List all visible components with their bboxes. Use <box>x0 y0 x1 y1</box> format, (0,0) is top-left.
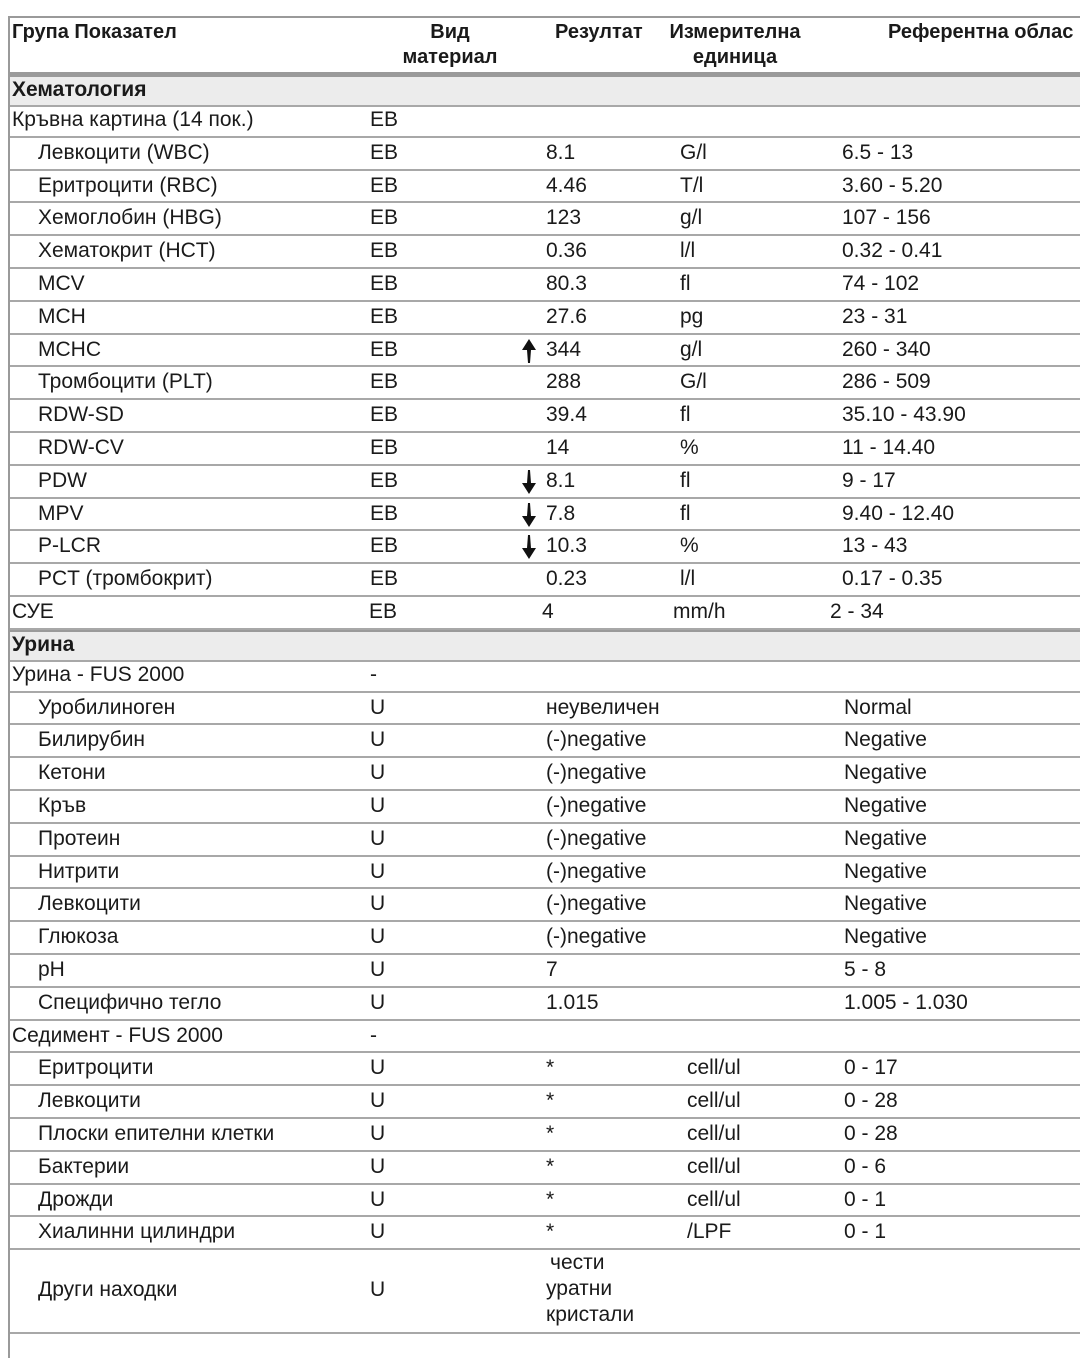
test-name: Нитрити <box>38 859 120 883</box>
reference-range: 260 - 340 <box>842 337 931 361</box>
result-line: уратни <box>546 1277 613 1301</box>
reference-range: 0 - 1 <box>844 1220 887 1244</box>
reference-range: 13 - 43 <box>842 534 908 558</box>
reference-range: 107 - 156 <box>842 206 931 230</box>
material-type: U <box>370 859 386 883</box>
reference-range: 0 - 28 <box>844 1122 898 1145</box>
unit-value: l/l <box>680 567 696 591</box>
reference-range: 74 - 102 <box>842 272 920 295</box>
result-value: (-)negative <box>546 761 647 785</box>
reference-range: 35.10 - 43.90 <box>842 403 966 427</box>
table-row <box>10 236 1080 269</box>
arrow-down-icon <box>521 535 541 559</box>
reference-range: 11 - 14.40 <box>842 436 936 459</box>
test-name: Левкоцити (WBC) <box>38 140 210 164</box>
unit-value: fl <box>680 403 691 427</box>
reference-range: 5 - 8 <box>844 958 887 981</box>
reference-range: Negative <box>844 728 927 752</box>
material-type: - <box>370 662 377 686</box>
result-value: (-)negative <box>546 925 647 949</box>
table-row <box>10 138 1080 171</box>
test-name: Други находки <box>38 1278 178 1302</box>
test-name: Плоски епителни клетки <box>38 1122 275 1145</box>
test-name: Кръвна картина (14 пок.) <box>12 108 254 131</box>
material-type: U <box>370 695 386 719</box>
material-type: U <box>370 958 386 981</box>
result-value: * <box>546 1154 555 1178</box>
material-type: ЕВ <box>370 140 399 164</box>
test-name: Кръв <box>38 794 87 817</box>
section-title: Урина <box>12 632 75 656</box>
result-value: * <box>546 1056 555 1080</box>
reference-range: Negative <box>844 859 927 883</box>
table-row <box>10 433 1080 466</box>
results-table <box>8 16 1080 1358</box>
test-name: Урина - FUS 2000 <box>12 662 185 686</box>
material-type: U <box>370 1089 386 1113</box>
material-type: ЕВ <box>370 436 399 459</box>
table-row <box>10 499 1080 532</box>
reference-range: 1.005 - 1.030 <box>844 990 968 1014</box>
unit-value: fl <box>680 501 691 525</box>
test-name: RDW-CV <box>38 436 124 459</box>
section-header <box>10 630 1080 662</box>
table-row <box>10 203 1080 236</box>
unit-value: fl <box>680 468 691 492</box>
reference-range: 9.40 - 12.40 <box>842 501 955 525</box>
unit-value: mm/h <box>673 600 726 623</box>
reference-range: Negative <box>844 761 927 785</box>
test-name: MCH <box>38 304 86 328</box>
test-name: Тромбоцити (PLT) <box>38 370 213 394</box>
test-name: Левкоцити <box>38 892 141 916</box>
material-type: U <box>370 1154 386 1178</box>
group-row <box>10 1021 1080 1054</box>
test-name: Специфично тегло <box>38 990 222 1014</box>
result-value: * <box>546 1122 555 1145</box>
result-value: 10.3 <box>546 534 587 558</box>
test-name: СУЕ <box>12 600 54 623</box>
test-name: Хемоглобин (HBG) <box>38 206 222 230</box>
reference-range: 6.5 - 13 <box>842 140 914 164</box>
reference-range: 3.60 - 5.20 <box>842 173 943 197</box>
result-value: 1.015 <box>546 990 599 1014</box>
test-name: Седимент - FUS 2000 <box>12 1023 223 1047</box>
table-row <box>10 302 1080 335</box>
group-row <box>10 105 1080 138</box>
table-row <box>10 466 1080 499</box>
table-row <box>10 1152 1080 1185</box>
result-value: 14 <box>546 436 570 459</box>
unit-value: g/l <box>680 337 703 361</box>
unit-value: cell/ul <box>687 1154 741 1178</box>
result-value: 123 <box>546 206 582 230</box>
material-type: U <box>370 794 386 817</box>
header-reference: Референтна облас <box>888 21 1074 43</box>
material-type: ЕВ <box>370 534 399 558</box>
reference-range: Negative <box>844 892 927 916</box>
group-row <box>10 597 1080 630</box>
arrow-down-icon <box>521 470 541 494</box>
material-type: ЕВ <box>370 239 399 263</box>
test-name: RDW-SD <box>38 403 124 427</box>
test-name: PCT (тромбокрит) <box>38 567 213 591</box>
table-row <box>10 1086 1080 1119</box>
group-row <box>10 660 1080 693</box>
header-result: Резултат <box>555 21 643 43</box>
table-row <box>10 857 1080 890</box>
test-name: Левкоцити <box>38 1089 141 1113</box>
unit-value: g/l <box>680 206 703 230</box>
test-name: Билирубин <box>38 728 146 752</box>
result-value: (-)negative <box>546 794 647 817</box>
reference-range: Normal <box>844 695 912 719</box>
reference-range: 2 - 34 <box>830 600 884 623</box>
reference-range: Negative <box>844 794 927 817</box>
material-type: ЕВ <box>370 272 399 295</box>
unit-value: fl <box>680 272 691 295</box>
reference-range: 23 - 31 <box>842 304 908 328</box>
table-row <box>10 725 1080 758</box>
result-value: 4.46 <box>546 173 587 197</box>
test-name: Хиалинни цилиндри <box>38 1220 236 1244</box>
unit-value: % <box>680 534 699 558</box>
result-value: 0.36 <box>546 239 587 263</box>
table-row <box>10 988 1080 1021</box>
result-value: 80.3 <box>546 272 587 295</box>
unit-value: G/l <box>680 140 707 164</box>
reference-range: 0 - 17 <box>844 1056 898 1080</box>
test-name: pH <box>38 958 65 981</box>
table-row <box>10 400 1080 433</box>
table-row <box>10 1053 1080 1086</box>
result-value: 8.1 <box>546 140 576 164</box>
test-name: Бактерии <box>38 1154 130 1178</box>
material-type: U <box>370 1056 386 1080</box>
result-value: 27.6 <box>546 304 587 328</box>
unit-value: cell/ul <box>687 1187 741 1211</box>
unit-value: /LPF <box>687 1220 732 1244</box>
result-value <box>546 1250 634 1328</box>
test-name: Уробилиноген <box>38 695 176 719</box>
result-value: (-)negative <box>546 728 647 752</box>
result-value: 288 <box>546 370 582 394</box>
material-type: ЕВ <box>370 403 399 427</box>
material-type: ЕВ <box>370 370 399 394</box>
result-value: неувеличен <box>546 695 660 719</box>
material-type: U <box>370 826 386 850</box>
table-row <box>10 693 1080 726</box>
reference-range: 286 - 509 <box>842 370 931 394</box>
table-row <box>10 1250 1080 1334</box>
reference-range: 0 - 1 <box>844 1187 887 1211</box>
material-type: ЕВ <box>370 567 399 591</box>
result-value: (-)negative <box>546 892 647 916</box>
test-name: Хематокрит (HCT) <box>38 239 216 263</box>
reference-range: 0.17 - 0.35 <box>842 567 943 591</box>
section-header <box>10 75 1080 107</box>
test-name: P-LCR <box>38 534 102 558</box>
result-value: 0.23 <box>546 567 587 591</box>
result-value: 8.1 <box>546 468 576 492</box>
material-type: U <box>370 1278 386 1302</box>
table-row <box>10 758 1080 791</box>
header-material: Вид материал <box>402 21 498 68</box>
reference-range: 9 - 17 <box>842 468 896 492</box>
result-value: 7 <box>546 958 558 981</box>
material-type: ЕВ <box>370 337 399 361</box>
unit-value: cell/ul <box>687 1056 741 1080</box>
table-row <box>10 564 1080 597</box>
table-row <box>10 955 1080 988</box>
result-value: * <box>546 1220 555 1244</box>
material-type: U <box>370 1220 386 1244</box>
section-title: Хематология <box>12 78 147 101</box>
header-unit: Измерителна единица <box>669 21 801 68</box>
table-row <box>10 922 1080 955</box>
table-row <box>10 889 1080 922</box>
material-type: U <box>370 990 386 1014</box>
material-type: ЕВ <box>370 501 399 525</box>
unit-value: cell/ul <box>687 1122 741 1145</box>
result-value: 4 <box>542 600 554 623</box>
test-name: Кетони <box>38 761 106 785</box>
reference-range: 0 - 6 <box>844 1154 887 1178</box>
result-line: чести <box>550 1251 605 1275</box>
material-type: ЕВ <box>370 468 399 492</box>
table-row <box>10 335 1080 368</box>
header-group: Група Показател <box>12 21 177 43</box>
material-type: U <box>370 1187 386 1211</box>
reference-range: Negative <box>844 826 927 850</box>
material-type: U <box>370 892 386 916</box>
unit-value: T/l <box>680 173 704 197</box>
material-type: U <box>370 1122 386 1145</box>
test-name: PDW <box>38 468 87 492</box>
result-line: кристали <box>546 1303 635 1327</box>
table-row <box>10 171 1080 204</box>
table-row <box>10 531 1080 564</box>
test-name: Дрожди <box>38 1187 114 1211</box>
table-row <box>10 269 1080 302</box>
result-value: 39.4 <box>546 403 587 427</box>
result-value: 7.8 <box>546 501 576 525</box>
table-row <box>10 824 1080 857</box>
unit-value: G/l <box>680 370 707 394</box>
test-name: Глюкоза <box>38 925 119 949</box>
result-value: * <box>546 1187 555 1211</box>
result-value: (-)negative <box>546 859 647 883</box>
unit-value: cell/ul <box>687 1089 741 1113</box>
material-type: ЕВ <box>369 600 398 623</box>
reference-range: 0.32 - 0.41 <box>842 239 943 263</box>
test-name: Еритроцити (RBC) <box>38 173 218 197</box>
test-name: Еритроцити <box>38 1056 154 1080</box>
reference-range: 0 - 28 <box>844 1089 898 1113</box>
result-value: (-)negative <box>546 826 647 850</box>
material-type: - <box>370 1023 377 1047</box>
test-name: MCV <box>38 272 85 295</box>
unit-value: pg <box>680 304 704 328</box>
arrow-down-icon <box>521 503 541 527</box>
material-type: ЕВ <box>370 108 399 131</box>
result-value: 344 <box>546 337 582 361</box>
arrow-up-icon <box>521 339 541 363</box>
material-type: U <box>370 925 386 949</box>
material-type: ЕВ <box>370 173 399 197</box>
table-row <box>10 1119 1080 1152</box>
unit-value: l/l <box>680 239 696 263</box>
material-type: ЕВ <box>370 304 399 328</box>
table-row <box>10 367 1080 400</box>
table-row <box>10 1185 1080 1218</box>
test-name: MPV <box>38 501 84 525</box>
table-row <box>10 791 1080 824</box>
material-type: ЕВ <box>370 206 399 230</box>
table-row <box>10 1217 1080 1250</box>
table-header <box>10 18 1080 75</box>
reference-range: Negative <box>844 925 927 949</box>
material-type: U <box>370 728 386 752</box>
material-type: U <box>370 761 386 785</box>
test-name: Протеин <box>38 826 121 850</box>
result-value: * <box>546 1089 555 1113</box>
test-name: MCHC <box>38 337 101 361</box>
unit-value: % <box>680 436 699 459</box>
